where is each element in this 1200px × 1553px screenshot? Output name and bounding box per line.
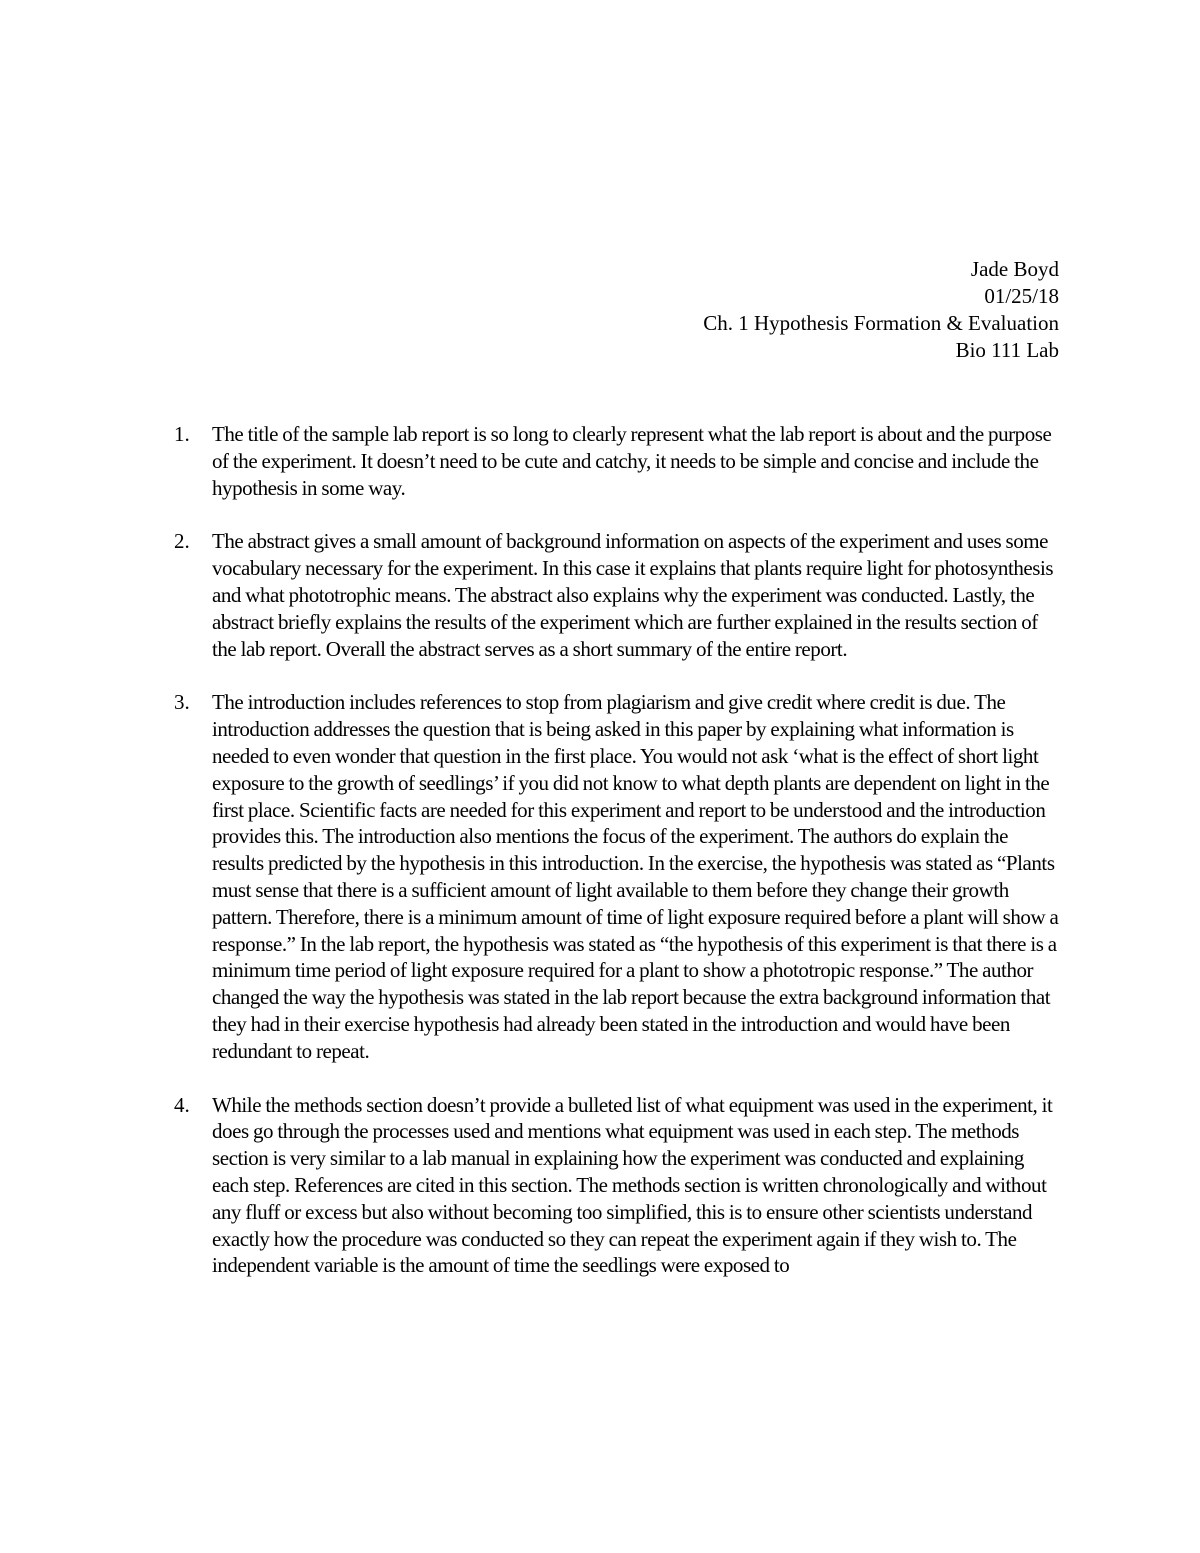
list-item-text: While the methods section doesn’t provide a bulleted list of what equipment was used in the experiment, it does go through the processes used and mentions what equipment was used in each step. The methods section is very similar to a lab manual in explaining how the experiment was conducted and explaining each step. References are cited in this section. The methods section is written chronologically and without any fluff or excess but also without becoming too simplified, this is to ensure other scientists understand exactly how the procedure was conducted so they can repeat the experiment again if they wish to. The independent variable is the amount of time the seedlings were exposed to	[212, 1092, 1053, 1278]
list-item-text: The abstract gives a small amount of background information on aspects of the experiment and uses some vocabulary necessary for the experiment. In this case it explains that plants require light for photosynthesis and what phototrophic means. The abstract also explains why the experiment was conducted. Lastly, the abstract briefly explains the results of the experiment which are further explained in the results section of the lab report. Overall the abstract serves as a short summary of the entire report.	[212, 529, 1054, 661]
document-date: 01/25/18	[984, 284, 1059, 308]
course-name: Bio 111 Lab	[955, 338, 1059, 362]
list-item	[0, 689, 1200, 1064]
list-item-number: 4.	[174, 1092, 190, 1117]
list-item	[0, 1092, 1200, 1280]
list-item	[0, 421, 1200, 501]
list-item-text: The title of the sample lab report is so long to clearly represent what the lab report is about and the purpose of the experiment. It doesn’t need to be cute and catchy, it needs to be simple and concise and include the hypothesis in some way.	[212, 422, 1052, 500]
document-header	[703, 256, 1059, 364]
list-item-number: 2.	[174, 529, 190, 554]
author-name: Jade Boyd	[970, 257, 1059, 281]
list-item	[0, 528, 1200, 662]
list-item-number: 1.	[174, 422, 190, 446]
assignment-title: Ch. 1 Hypothesis Formation & Evaluation	[703, 311, 1059, 335]
list-item-number: 3.	[174, 690, 190, 715]
numbered-list	[0, 421, 1200, 1306]
list-item-text: The introduction includes references to stop from plagiarism and give credit where credit is due. The introduction addresses the question that is being asked in this paper by explaining what information is needed to even wonder that question in the first place. You would not ask ‘what is the effect of short light exposure to the growth of seedlings’ if you did not know to what depth plants are dependent on light in the first place. Scientific facts are needed for this experiment and report to be understood and the introduction provides this. The introduction also mentions the focus of the experiment. The authors do explain the results predicted by the hypothesis in this introduction. In the exercise, the hypothesis was stated as “Plants must sense that there is a sufficient amount of light available to them before they change their growth pattern. Therefore, there is a minimum amount of time of light exposure required before a plant will show a response.” In the lab report, the hypothesis was stated as “the hypothesis of this experiment is that there is a minimum time period of light exposure required for a plant to show a phototropic response.” The author changed the way the hypothesis was stated in the lab report because the extra background information that they had in their exercise hypothesis had already been stated in the introduction and would have been redundant to repeat.	[212, 690, 1059, 1063]
